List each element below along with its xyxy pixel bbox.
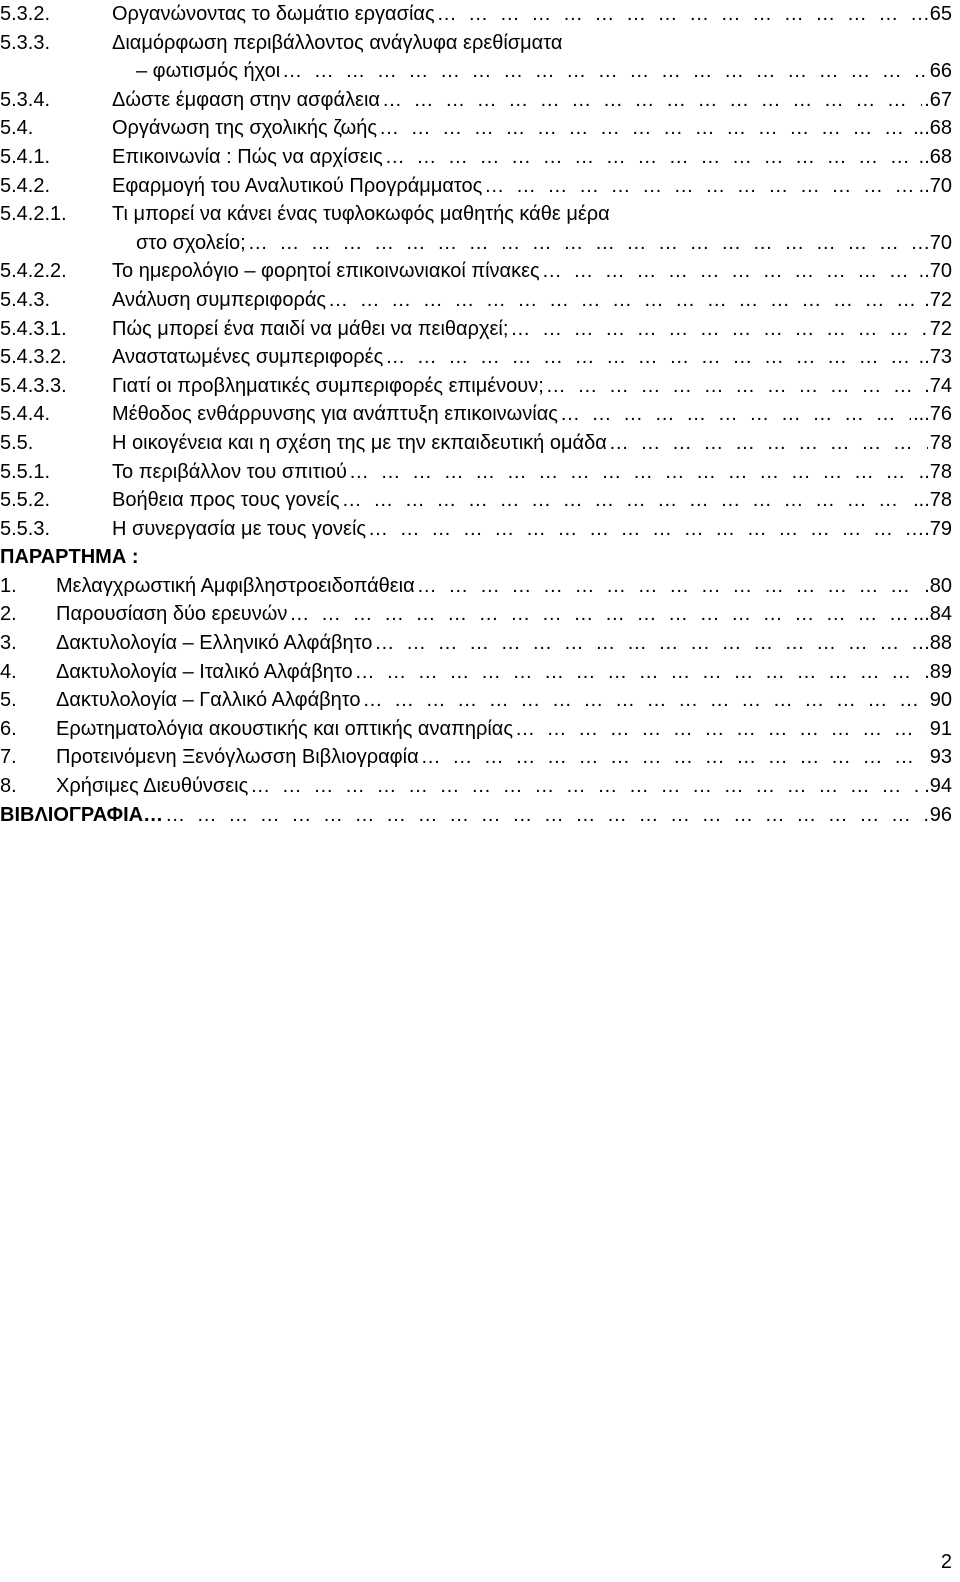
toc-row: 5.5. Η οικογένεια και η σχέση της με την εκπαιδευτική ομάδα … … … … … … … … … … … … … … … … … … … … … … … … … … … … … … … … … … … … … … … … … … … … … … … … … … … … … … … … … … … … 78 (0, 429, 952, 458)
toc-row-continued: – φωτισμός ήχοι … … … … … … … … … … … … … … … … … … … … … … … … … … … … … … … … … … … … … … … … … … … … … … … … … … … … … … … … … … … … 66 (0, 57, 952, 86)
toc-row: 5.4.1. Επικοινωνία : Πώς να αρχίσεις … … … … … … … … … … … … … … … … … … … … … … … … … … … … … … … … … … … … … … … … … … … … … … … … … … … … … … … … … … … … ..68 (0, 143, 952, 172)
toc-row: 5.3.3. Διαμόρφωση περιβάλλοντος ανάγλυφα ερεθίσματα (0, 31, 563, 54)
toc-row: 5.5.3. Η συνεργασία με τους γονείς … … … … … … … … … … … … … … … … … … … … … … … … … … … … … … … … … … … … … … … … … … … … … … … … … … … … … … … … … … … … .79 (0, 515, 952, 544)
toc-row: 5.3.4. Δώστε έμφαση στην ασφάλεια … … … … … … … … … … … … … … … … … … … … … … … … … … … … … … … … … … … … … … … … … … … … … … … … … … … … … … … … … … … … .67 (0, 86, 952, 115)
toc-row-continued: στο σχολείο; … … … … … … … … … … … … … … … … … … … … … … … … … … … … … … … … … … … … … … … … … … … … … … … … … … … … … … … … … … … … 70 (0, 229, 952, 258)
toc-row: 5.5.2. Βοήθεια προς τους γονείς … … … … … … … … … … … … … … … … … … … … … … … … … … … … … … … … … … … … … … … … … … … … … … … … … … … … … … … … … … … … ...78 (0, 486, 952, 515)
toc-row: 5.4.3. Ανάλυση συμπεριφοράς … … … … … … … … … … … … … … … … … … … … … … … … … … … … … … … … … … … … … … … … … … … … … … … … … … … … … … … … … … … … .72 (0, 286, 952, 315)
appendix-row: 7. Προτεινόμενη Ξενόγλωσση Βιβλιογραφία … … … … … … … … … … … … … … … … … … … … … … … … … … … … … … … … … … … … … … … … … … … … … … … … … … … … … … … … … … … … 93 (0, 743, 952, 772)
toc-row: 5.4. Οργάνωση της σχολικής ζωής … … … … … … … … … … … … … … … … … … … … … … … … … … … … … … … … … … … … … … … … … … … … … … … … … … … … … … … … … … … … ...68 (0, 114, 952, 143)
toc-row: 5.4.2.1. Τι μπορεί να κάνει ένας τυφλοκωφός μαθητής κάθε μέρα (0, 203, 610, 226)
toc-row: 5.4.2.2. Το ημερολόγιο – φορητοί επικοινωνιακοί πίνακες … … … … … … … … … … … … … … … … … … … … … … … … … … … … … … … … … … … … … … … … … … … … … … … … … … … … … … … … … … … … ..70 (0, 257, 952, 286)
toc-row: 5.4.3.3. Γιατί οι προβληματικές συμπεριφορές επιμένουν; … … … … … … … … … … … … … … … … … … … … … … … … … … … … … … … … … … … … … … … … … … … … … … … … … … … … … … … … … … … … .74 (0, 372, 952, 401)
appendix-row: 1. Μελαγχρωστική Αμφιβληστροειδοπάθεια … … … … … … … … … … … … … … … … … … … … … … … … … … … … … … … … … … … … … … … … … … … … … … … … … … … … … … … … … … … … .80 (0, 572, 952, 601)
appendix-row: 4. Δακτυλολογία – Ιταλικό Αλφάβητο … … … … … … … … … … … … … … … … … … … … … … … … … … … … … … … … … … … … … … … … … … … … … … … … … … … … … … … … … … … … .89 (0, 658, 952, 687)
toc-row: 5.4.2. Εφαρμογή του Αναλυτικού Προγράμματος … … … … … … … … … … … … … … … … … … … … … … … … … … … … … … … … … … … … … … … … … … … … … … … … … … … … … … … … … … … … ..70 (0, 172, 952, 201)
toc-row: 5.4.4. Μέθοδος ενθάρρυνσης για ανάπτυξη επικοινωνίας … … … … … … … … … … … … … … … … … … … … … … … … … … … … … … … … … … … … … … … … … … … … … … … … … … … … … … … … … … … … ...76 (0, 400, 952, 429)
page-number: 2 (940, 1551, 952, 1573)
appendix-row: 3. Δακτυλολογία – Ελληνικό Αλφάβητο … … … … … … … … … … … … … … … … … … … … … … … … … … … … … … … … … … … … … … … … … … … … … … … … … … … … … … … … … … … … .88 (0, 629, 952, 658)
toc-row: 5.4.3.2. Αναστατωμένες συμπεριφορές … … … … … … … … … … … … … … … … … … … … … … … … … … … … … … … … … … … … … … … … … … … … … … … … … … … … … … … … … … … … ..73 (0, 343, 952, 372)
toc-row: 5.5.1. Το περιβάλλον του σπιτιού … … … … … … … … … … … … … … … … … … … … … … … … … … … … … … … … … … … … … … … … … … … … … … … … … … … … … … … … … … … … ..78 (0, 458, 952, 487)
appendix-heading: ΠΑΡΑΡΤΗΜΑ : (0, 546, 139, 569)
appendix-row: 6. Ερωτηματολόγια ακουστικής και οπτικής αναπηρίας … … … … … … … … … … … … … … … … … … … … … … … … … … … … … … … … … … … … … … … … … … … … … … … … … … … … … … … … … … … … 91 (0, 715, 952, 744)
appendix-row: 2. Παρουσίαση δύο ερευνών … … … … … … … … … … … … … … … … … … … … … … … … … … … … … … … … … … … … … … … … … … … … … … … … … … … … … … … … … … … … ...84 (0, 600, 952, 629)
appendix-row: 5. Δακτυλολογία – Γαλλικό Αλφάβητο … … … … … … … … … … … … … … … … … … … … … … … … … … … … … … … … … … … … … … … … … … … … … … … … … … … … … … … … … … … … 90 (0, 686, 952, 715)
appendix-row: 8. Χρήσιμες Διευθύνσεις … … … … … … … … … … … … … … … … … … … … … … … … … … … … … … … … … … … … … … … … … … … … … … … … … … … … … … … … … … … … .94 (0, 772, 952, 801)
bibliography-row: ΒΙΒΛΙΟΓΡΑΦΙΑ… … … … … … … … … … … … … … … … … … … … … … … … … … … … … … … … … … … … … … … … … … … … … … … … … … … … … … … … … … … … … 96 (0, 801, 952, 830)
toc-row: 5.3.2. Οργανώνοντας το δωμάτιο εργασίας … … … … … … … … … … … … … … … … … … … … … … … … … … … … … … … … … … … … … … … … … … … … … … … … … … … … … … … … … … … … 65 (0, 0, 952, 29)
toc-row: 5.4.3.1. Πώς μπορεί ένα παιδί να μάθει να πειθαρχεί; … … … … … … … … … … … … … … … … … … … … … … … … … … … … … … … … … … … … … … … … … … … … … … … … … … … … … … … … … … … … 72 (0, 315, 952, 344)
